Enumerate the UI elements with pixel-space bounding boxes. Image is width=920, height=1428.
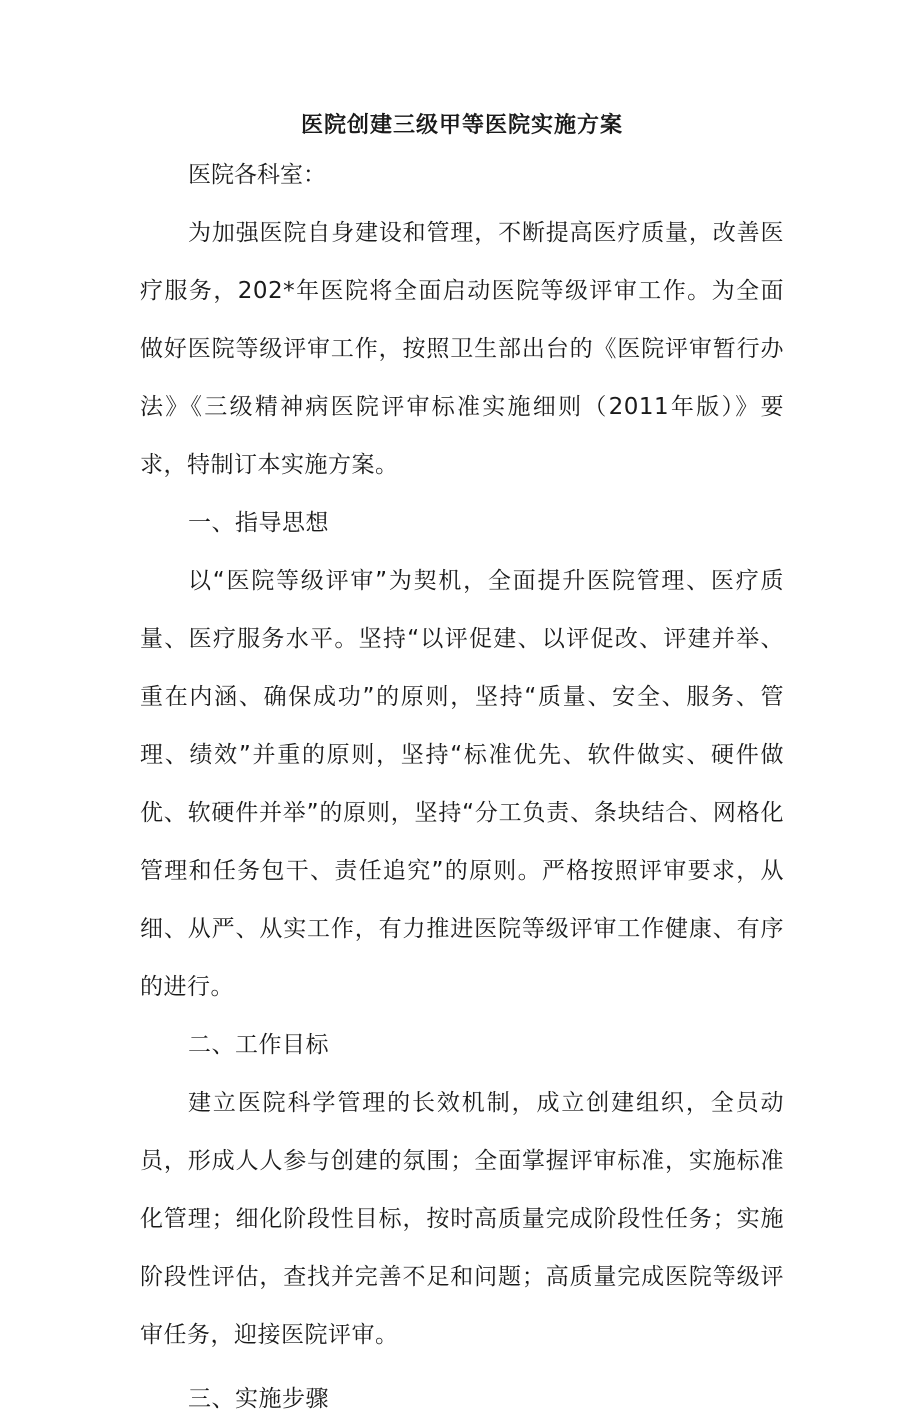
section-body-work-goals: 建立医院科学管理的长效机制，成立创建组织，全员动员，形成人人参与创建的氛围；全面掌握评审标准，实施标准化管理；细化阶段性目标，按时高质量完成阶段性任务；实施阶段性评估，查找并完善不足和问题；高质量完成医院等级评审任务，迎接医院评审。	[140, 1090, 784, 1348]
section-heading-implementation-steps: 三、实施步骤	[188, 1386, 329, 1412]
salutation: 医院各科室：	[188, 162, 326, 188]
section-heading-work-goals: 二、工作目标	[188, 1032, 329, 1058]
intro-paragraph: 为加强医院自身建设和管理，不断提高医疗质量，改善医疗服务，202*年医院将全面启动医院等级评审工作。为全面做好医院等级评审工作，按照卫生部出台的《医院评审暂行办法》《三级精神病医院评审标准实施细则（2011年版）》要求，特制订本实施方案。	[140, 220, 784, 478]
section-heading-guiding-ideology: 一、指导思想	[188, 510, 329, 536]
document-title: 医院创建三级甲等医院实施方案	[300, 112, 623, 138]
section-body-guiding-ideology: 以“医院等级评审”为契机，全面提升医院管理、医疗质量、医疗服务水平。坚持“以评促建、以评促改、评建并举、重在内涵、确保成功”的原则，坚持“质量、安全、服务、管理、绩效”并重的原则，坚持“标准优先、软件做实、硬件做优、软硬件并举”的原则，坚持“分工负责、条块结合、网格化管理和任务包干、责任追究”的原则。严格按照评审要求，从细、从严、从实工作，有力推进医院等级评审工作健康、有序的进行。	[140, 568, 784, 1000]
